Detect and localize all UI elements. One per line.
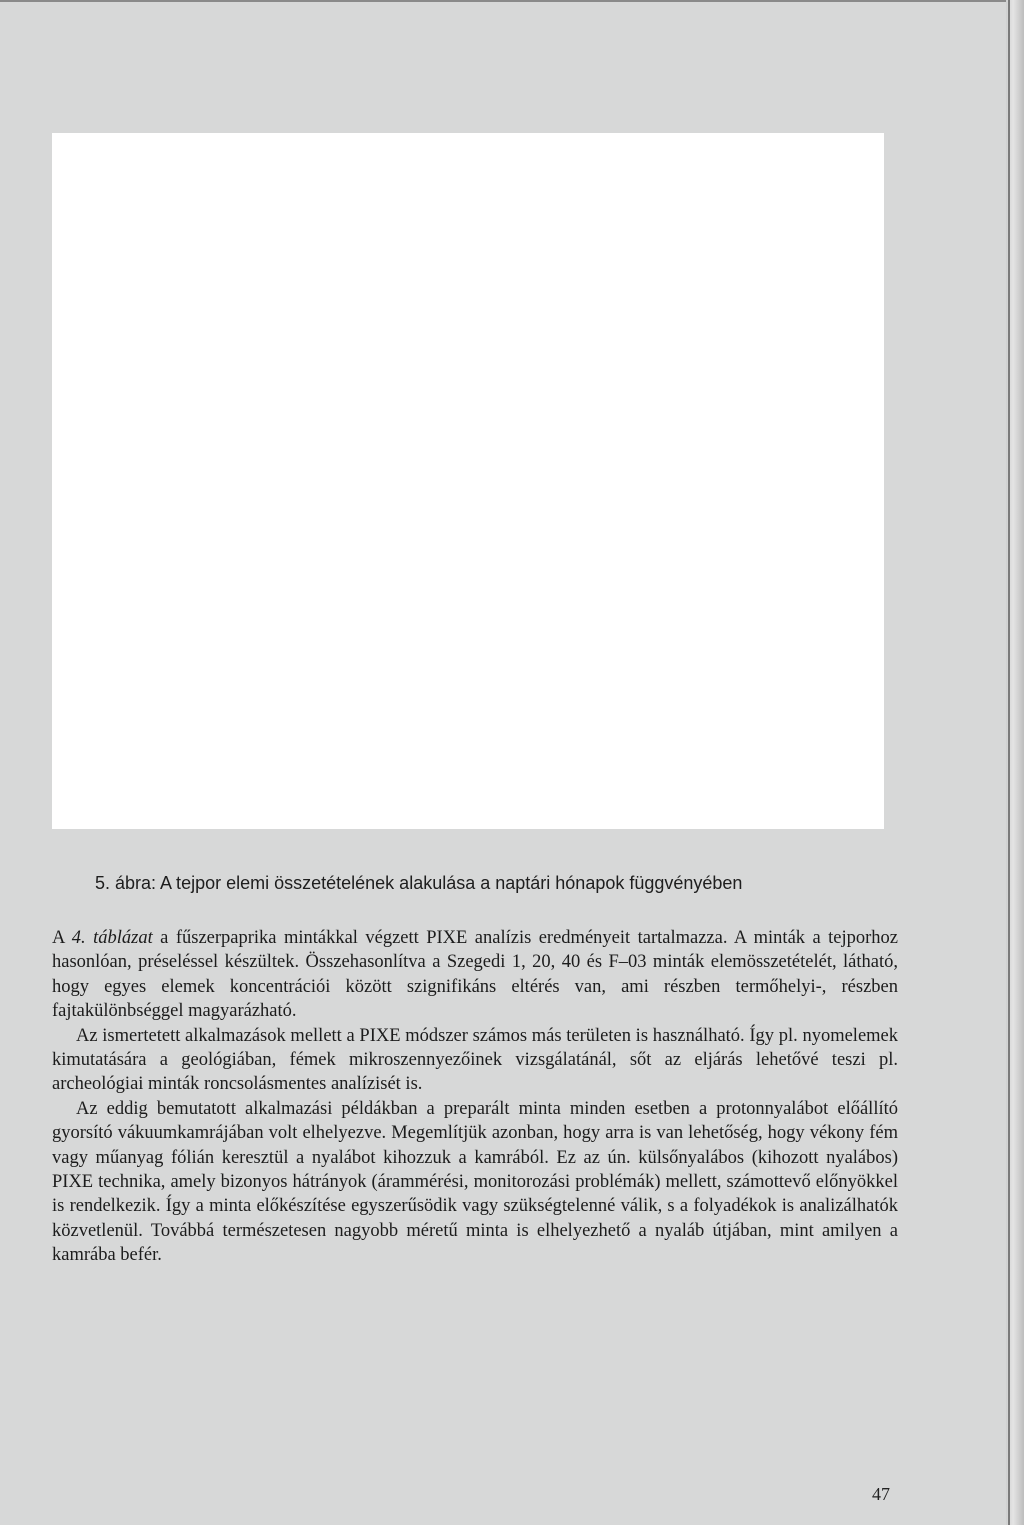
- paragraph-1: [52, 926, 898, 1024]
- figure-image: [52, 133, 884, 829]
- paragraph-2: Az ismertetett alkalmazások mellett a PIXE módszer számos más területen is használható. Így pl. nyomelemek kimutatására a geológiában, fémek mikroszennyezőinek vizsgálatánál, sőt az eljárás lehetővé teszi pl. archeológiai minták roncsolásmentes analízisét is.: [52, 1025, 898, 1095]
- page-number: 47: [872, 1484, 890, 1504]
- body-text: [52, 926, 898, 1268]
- figure-caption: 5. ábra: A tejpor elemi összetételének alakulása a naptári hónapok függvényében: [95, 873, 743, 893]
- paragraph-3: Az eddig bemutatott alkalmazási példákban a preparált minta minden esetben a protonnyalábot előállító gyorsító vákuumkamrájában volt elhelyezve. Megemlítjük azonban, hogy arra is van lehetőség, hogy vékony fém vagy műanyag fólián keresztül a nyalábot kihozzuk a kamrából. Ez az ún. külsőnyalábos (kihozott nyalábos) PIXE technika, amely bizonyos hátrányok (árammérési, monitorozási problémák) mellett, számottevő előnyökkel is rendelkezik. Így a minta előkészítése egyszerűsödik vagy szükségtelenné válik, s a folyadékok is analizálhatók közvetlenül. Továbbá természetesen nagyobb méretű minta is elhelyezhető a nyaláb útjában, mint amilyen a kamrába befér.: [52, 1098, 898, 1266]
- paragraph-1-prefix: A: [52, 928, 72, 948]
- paragraph-1-rest: a fűszerpaprika mintákkal végzett PIXE analízis eredményeit tartalmazza. A minták a tejporhoz hasonlóan, préseléssel készültek. Összehasonlítva a Szegedi 1, 20, 40 és F–03 minták elemösszetételét, látható, hogy egyes elemek koncentrációi között szignifikáns eltérés van, ami részben termőhelyi-, részben fajtakülönbséggel magyarázható.: [52, 928, 898, 1022]
- page-top-rule: [0, 0, 1006, 2]
- page-edge-line: [1008, 0, 1010, 1525]
- table-reference: 4. táblázat: [71, 928, 153, 948]
